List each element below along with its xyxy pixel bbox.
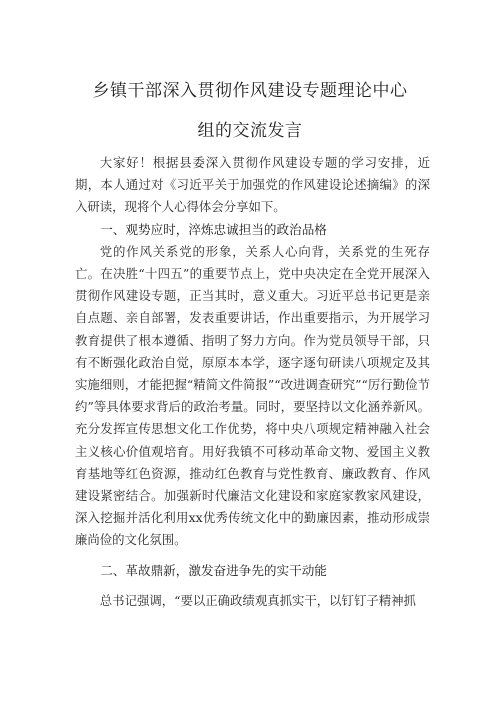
section2-heading: 二、革故鼎新，激发奋进争先的实干动能 bbox=[100, 562, 327, 578]
section-gap bbox=[75, 552, 430, 560]
document-title-line2: 组的交流发言 bbox=[197, 121, 303, 141]
section2-paragraph: 总书记强调，“要以正确政绩观真抓实干，以钉钉子精神抓 bbox=[99, 592, 416, 608]
section-gap bbox=[75, 582, 430, 590]
section1-paragraph: 党的作风关系党的形象，关系人心向背，关系党的生死存亡。在决胜“十四五”的重要节点上，党中央决定在全党开展深入贯彻作风建设专题，正当其时，意义重大。习近平总书记更是亲自点题、亲自部署，发表重要讲话，作出重要指示，为开展学习教育提供了根本遵循、指明了努力方向。作为党员领导干部，只有不断强化政治自觉，原原本本学，逐字逐句研读八项规定及其实施细则，才能把握“精简文件简报”“改进调查研究”“厉行勤俭节约”等具体要求背后的政治考量。同时，要坚持以文化涵养新风。充分发挥宣传思想文化工作优势，将中央八项规定精神融入社会主义核心价值观培育。用好我镇不可移动革命文物、爱国主义教育基地等红色资源，推动红色教育与党性教育、廉政教育、作风建设紧密结合。加强新时代廉洁文化建设和家庭家教家风建设，深入挖掘并活化利用xx优秀传统文化中的勤廉因素，推动形成崇廉尚俭的文化氛围。 bbox=[75, 243, 430, 548]
document-title-line1: 乡镇干部深入贯彻作风建设专题理论中心 bbox=[92, 81, 408, 101]
intro-paragraph: 大家好！根据县委深入贯彻作风建设专题的学习安排，近期，本人通过对《习近平关于加强党的作风建设论述摘编》的深入研读，现将个人心得体会分享如下。 bbox=[75, 155, 430, 215]
section1-heading: 一、观势应时，淬炼忠诚担当的政治品格 bbox=[100, 221, 327, 237]
document-body bbox=[75, 152, 430, 612]
